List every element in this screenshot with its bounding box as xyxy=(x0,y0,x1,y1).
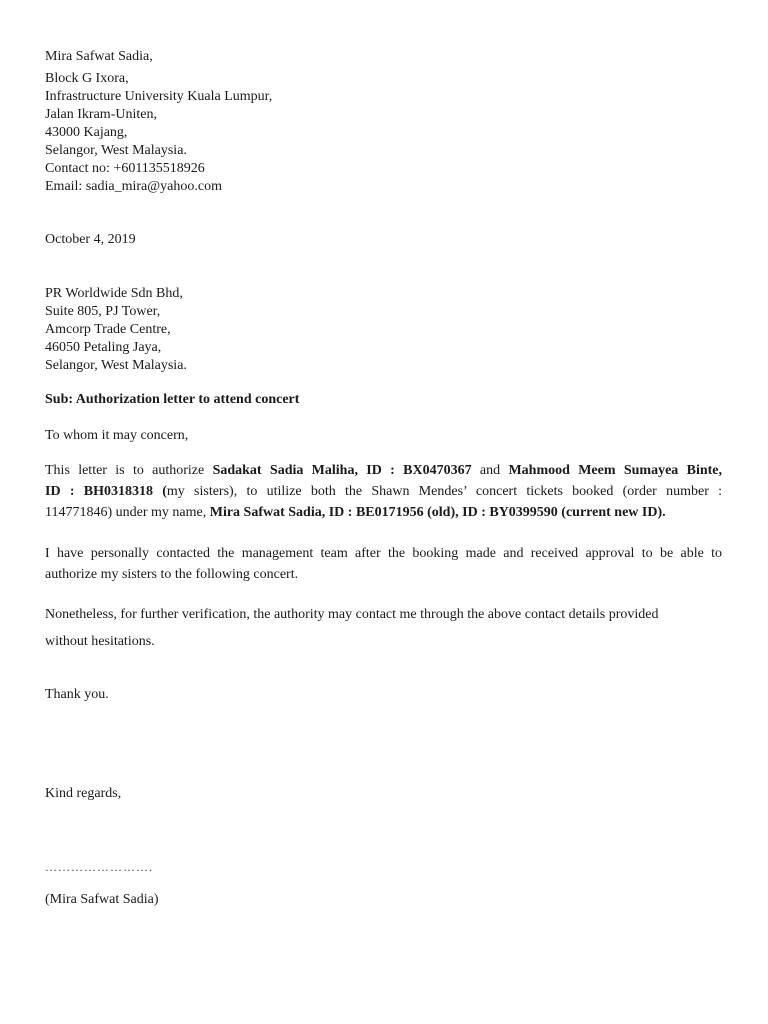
paragraph-line xyxy=(45,481,722,502)
sister1-name-id: Sadakat Sadia Maliha, ID : BX0470367 xyxy=(212,463,472,478)
closing-block xyxy=(45,785,722,803)
sender-address xyxy=(45,70,722,196)
sender-address-line: Jalan Ikram-Uniten, xyxy=(45,107,157,122)
sender-name-ids: Mira Safwat Sadia, ID : BE0171956 (old), ID : BY0399590 (current new ID). xyxy=(209,505,666,520)
paragraph-line: Nonetheless, for further verification, the authority may contact me through the above contact details provided xyxy=(45,607,659,622)
sender-address-line: Infrastructure University Kuala Lumpur, xyxy=(45,89,273,104)
paragraph-line: I have personally contacted the management team after the booking made and received approval to be able to xyxy=(45,546,722,561)
paragraph-line: without hesitations. xyxy=(45,634,155,649)
paragraph-line xyxy=(45,460,722,481)
sender-contact: Contact no: +601135518926 xyxy=(45,161,205,176)
subject-line: Sub: Authorization letter to attend concert xyxy=(45,392,300,407)
signature-line: ……………………. xyxy=(45,860,153,874)
sender-address-line: 43000 Kajang, xyxy=(45,125,128,140)
sender-name: Mira Safwat Sadia, xyxy=(45,49,153,64)
recipient-line: Amcorp Trade Centre, xyxy=(45,322,171,337)
recipient-line: 46050 Petaling Jaya, xyxy=(45,340,162,355)
signature-name-block xyxy=(45,891,722,909)
paragraph-verification xyxy=(45,604,722,652)
paragraph-approval xyxy=(45,543,722,585)
recipient-line: Selangor, West Malaysia. xyxy=(45,358,187,373)
letter-page xyxy=(45,0,722,1024)
text-run: ), to utilize both the Shawn Mendes’ concert tickets booked (order number : xyxy=(229,484,723,499)
recipient-block xyxy=(45,285,722,375)
letter-date-block xyxy=(45,231,722,249)
thanks-block xyxy=(45,686,722,704)
recipient-line: Suite 805, PJ Tower, xyxy=(45,304,161,319)
sister2-id: ID : BH0318318 xyxy=(45,484,153,499)
salutation-block xyxy=(45,427,722,445)
subject-block xyxy=(45,391,722,409)
sender-block xyxy=(45,48,722,66)
text-run: and xyxy=(471,463,509,478)
recipient-line: PR Worldwide Sdn Bhd, xyxy=(45,286,183,301)
sender-address-line: Block G Ixora, xyxy=(45,71,129,86)
text-run: ( xyxy=(152,484,167,499)
sender-address-line: Selangor, West Malaysia. xyxy=(45,143,187,158)
salutation: To whom it may concern, xyxy=(45,428,189,443)
text-run: This letter is to authorize xyxy=(45,463,213,478)
paragraph-line: authorize my sisters to the following concert. xyxy=(45,567,299,582)
paragraph-authorization xyxy=(45,460,722,523)
text-run: 114771846) under my name, xyxy=(45,505,210,520)
signature-block xyxy=(45,858,722,876)
sister2-name: Mahmood Meem Sumayea Binte, xyxy=(508,463,722,478)
closing-text: Kind regards, xyxy=(45,786,122,801)
text-run: my sisters xyxy=(166,484,230,499)
sender-email: Email: sadia_mira@yahoo.com xyxy=(45,179,222,194)
signature-name: (Mira Safwat Sadia) xyxy=(45,892,159,907)
letter-date: October 4, 2019 xyxy=(45,232,136,247)
paragraph-line xyxy=(45,502,722,523)
thanks-text: Thank you. xyxy=(45,687,109,702)
